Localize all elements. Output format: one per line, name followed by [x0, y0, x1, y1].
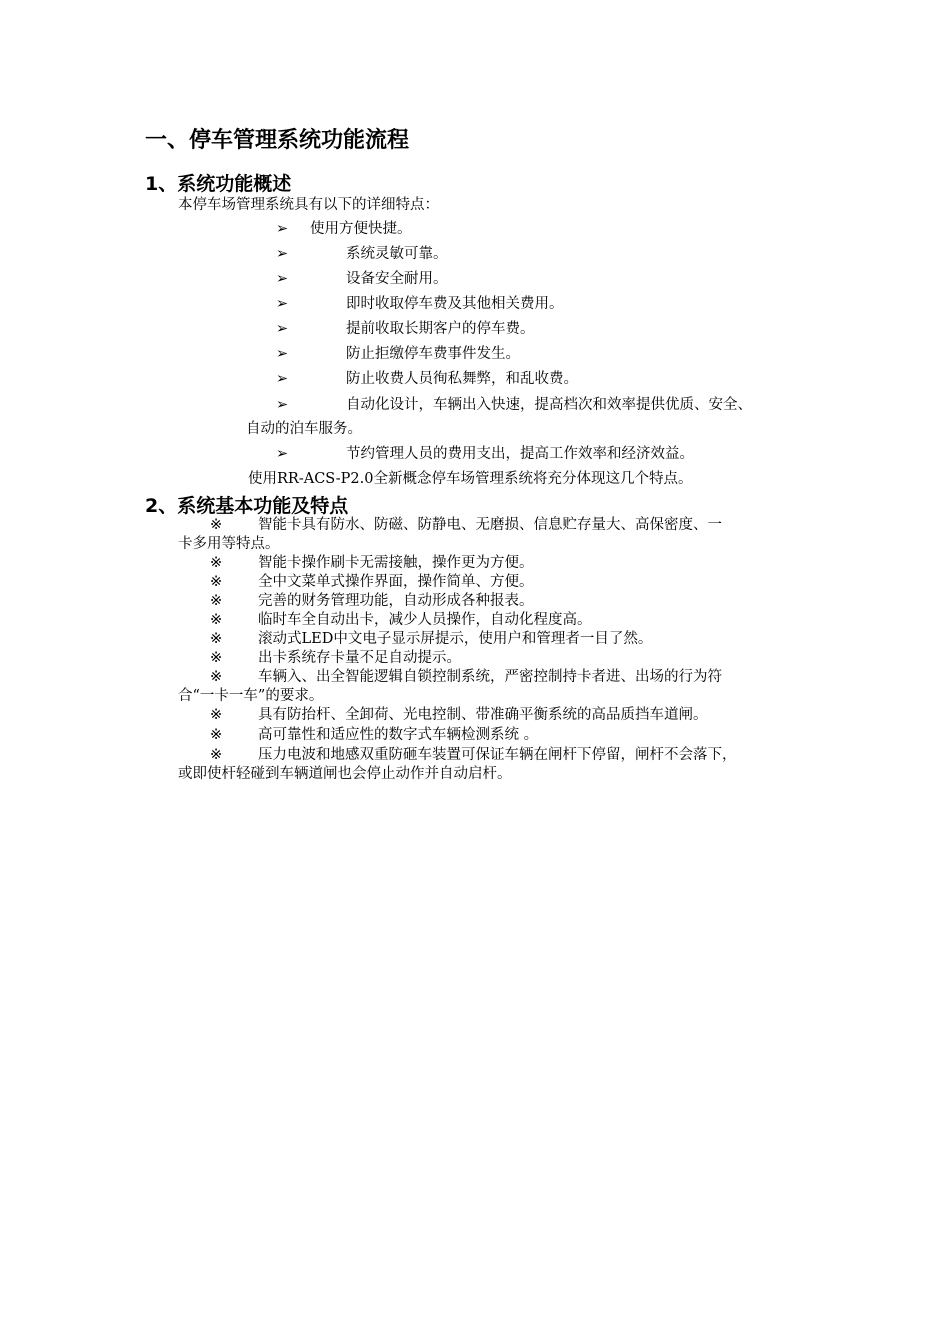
- list-item: ➢ 防止收费人员徇私舞弊，和乱收费。: [276, 371, 578, 387]
- reference-mark-icon: ※: [210, 669, 223, 685]
- list-item: ➢ 设备安全耐用。: [276, 271, 448, 287]
- bullet-arrow-icon: ➢: [276, 321, 289, 337]
- list-item: ➢ 防止拒缴停车费事件发生。: [276, 346, 520, 362]
- feature-line: ※ 临时车全自动出卡，减少人员操作，自动化程度高。: [210, 612, 592, 628]
- feature-line: ※ 全中文菜单式操作界面，操作简单、方便。: [210, 574, 534, 590]
- feature-line: ※ 完善的财务管理功能，自动形成各种报表。: [210, 593, 534, 609]
- feature-line-continuation: 合“一卡一车”的要求。: [178, 688, 324, 704]
- list-item: ➢ 使用方便快捷。: [276, 221, 412, 237]
- section-1-heading: 1、系统功能概述: [145, 173, 292, 195]
- feature-line: ※ 车辆入、出全智能逻辑自锁控制系统，严密控制持卡者进、出场的行为符: [210, 669, 722, 685]
- list-item-continuation: 自动的泊车服务。: [246, 421, 362, 437]
- list-item: ➢ 节约管理人员的费用支出，提高工作效率和经济效益。: [276, 446, 694, 462]
- reference-mark-icon: ※: [210, 727, 223, 743]
- reference-mark-icon: ※: [210, 574, 223, 590]
- reference-mark-icon: ※: [210, 747, 223, 763]
- bullet-arrow-icon: ➢: [276, 271, 289, 287]
- list-item: ➢ 即时收取停车费及其他相关费用。: [276, 296, 564, 312]
- bullet-arrow-icon: ➢: [276, 397, 289, 413]
- reference-mark-icon: ※: [210, 707, 223, 723]
- section-1-closing: 使用RR-ACS-P2.0全新概念停车场管理系统将充分体现这几个特点。: [248, 471, 693, 487]
- bullet-arrow-icon: ➢: [276, 221, 289, 237]
- document-title: 一、停车管理系统功能流程: [145, 128, 410, 153]
- feature-line: ※ 压力电波和地感双重防砸车装置可保证车辆在闸杆下停留，闸杆不会落下，: [210, 747, 737, 763]
- bullet-arrow-icon: ➢: [276, 346, 289, 362]
- reference-mark-icon: ※: [210, 517, 223, 533]
- feature-line: ※ 出卡系统存卡量不足自动提示。: [210, 650, 461, 666]
- feature-line: ※ 具有防抬杆、全卸荷、光电控制、带准确平衡系统的高品质挡车道闸。: [210, 707, 708, 723]
- bullet-arrow-icon: ➢: [276, 371, 289, 387]
- list-item: ➢ 提前收取长期客户的停车费。: [276, 321, 535, 337]
- list-item: ➢ 自动化设计，车辆出入快速，提高档次和效率提供优质、安全、: [276, 397, 752, 413]
- feature-line: ※ 智能卡具有防水、防磁、防静电、无磨损、信息贮存量大、高保密度、一: [210, 517, 722, 533]
- feature-line: ※ 高可靠性和适应性的数字式车辆检测系统 。: [210, 727, 539, 743]
- feature-line-continuation: 卡多用等特点。: [178, 536, 280, 552]
- feature-line: ※ 滚动式LED中文电子显示屏提示，使用户和管理者一目了然。: [210, 631, 653, 647]
- reference-mark-icon: ※: [210, 555, 223, 571]
- reference-mark-icon: ※: [210, 612, 223, 628]
- section-2-heading: 2、系统基本功能及特点: [145, 495, 349, 517]
- feature-line-continuation: 或即使杆轻碰到车辆道闸也会停止动作并自动启杆。: [178, 766, 512, 782]
- bullet-arrow-icon: ➢: [276, 246, 289, 262]
- feature-line: ※ 智能卡操作刷卡无需接触，操作更为方便。: [210, 555, 534, 571]
- reference-mark-icon: ※: [210, 650, 223, 666]
- bullet-arrow-icon: ➢: [276, 296, 289, 312]
- bullet-arrow-icon: ➢: [276, 446, 289, 462]
- list-item: ➢ 系统灵敏可靠。: [276, 246, 448, 262]
- reference-mark-icon: ※: [210, 631, 223, 647]
- reference-mark-icon: ※: [210, 593, 223, 609]
- section-1-intro: 本停车场管理系统具有以下的详细特点：: [178, 197, 439, 213]
